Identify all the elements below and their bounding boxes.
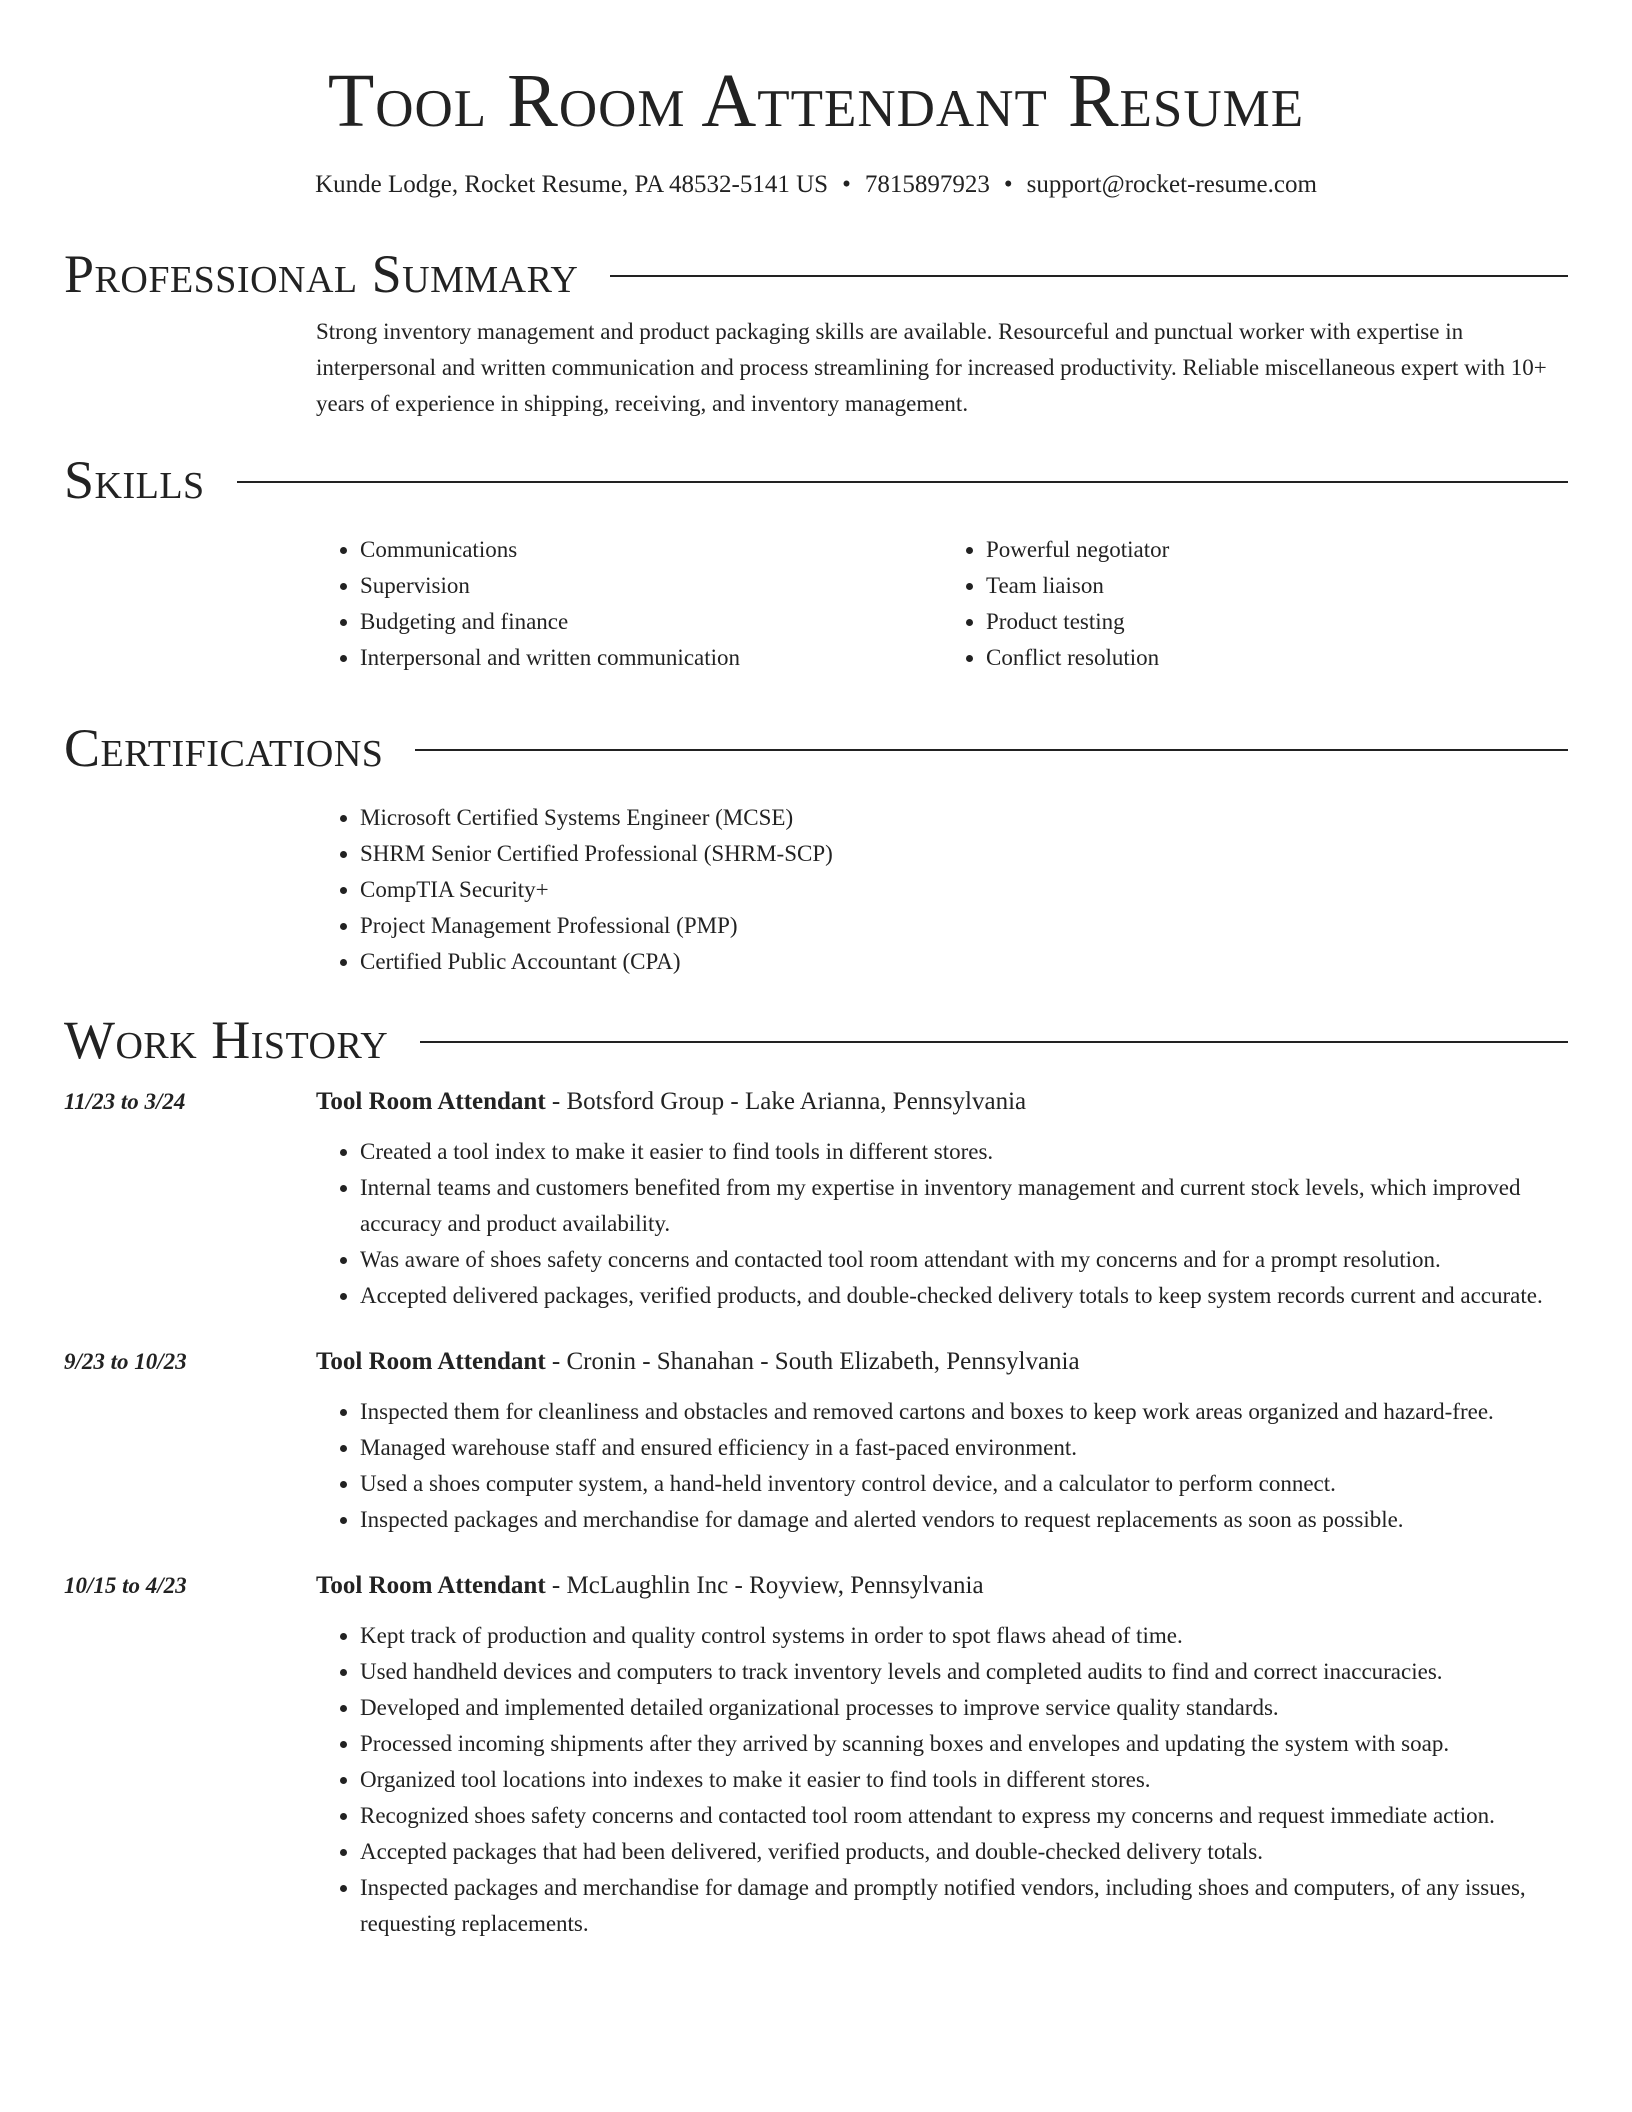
- job-duty-item: • Processed incoming shipments after they arrived by scanning boxes and envelopes and updating the system with soap.: [360, 1726, 1568, 1762]
- certifications-heading: Certifications: [64, 718, 384, 778]
- job-duty-item: • Developed and implemented detailed organizational processes to improve service quality standards.: [360, 1690, 1568, 1726]
- job-duty-item: • Managed warehouse staff and ensured efficiency in a fast-paced environment.: [360, 1430, 1568, 1466]
- job-header: [316, 1344, 1568, 1380]
- job-header: [316, 1084, 1568, 1120]
- job-role: Tool Room Attendant: [316, 1348, 546, 1375]
- job-role: Tool Room Attendant: [316, 1572, 546, 1599]
- job-duty-item: • Inspected packages and merchandise for damage and alerted vendors to request replacements as soon as possible.: [360, 1502, 1568, 1538]
- job-duties: [316, 1618, 1568, 1942]
- job-duty-item: • Was aware of shoes safety concerns and contacted tool room attendant with my concerns and for a prompt resolution.: [360, 1242, 1568, 1278]
- job-duty-item: • Accepted delivered packages, verified products, and double-checked delivery totals to keep system records current and accurate.: [360, 1278, 1568, 1314]
- job-header: [316, 1568, 1568, 1604]
- job-duty-item: • Internal teams and customers benefited from my expertise in inventory management and current stock levels, which improved accuracy and product availability.: [360, 1170, 1568, 1242]
- summary-heading: Professional Summary: [64, 244, 579, 304]
- contact-phone: 7815897923: [864, 171, 990, 198]
- job-body: [316, 1568, 1568, 1942]
- summary-section-header: [64, 244, 1568, 304]
- job-dates: 9/23 to 10/23: [64, 1349, 187, 1374]
- skill-item: • Communications: [360, 532, 942, 568]
- job-employer-location: - McLaughlin Inc - Royview, Pennsylvania: [545, 1572, 984, 1599]
- work-history-heading: Work History: [64, 1010, 389, 1070]
- job-duty-item: • Used a shoes computer system, a hand-held inventory control device, and a calculator to perform connect.: [360, 1466, 1568, 1502]
- contact-separator: •: [842, 171, 851, 198]
- section-divider: [420, 1041, 1568, 1043]
- contact-address: Kunde Lodge, Rocket Resume, PA 48532-5141 US: [315, 171, 829, 198]
- job-duty-item: • Inspected them for cleanliness and obstacles and removed cartons and boxes to keep work areas organized and hazard-free.: [360, 1394, 1568, 1430]
- skill-item: • Supervision: [360, 568, 942, 604]
- job-body: [316, 1084, 1568, 1314]
- job-duty-item: • Recognized shoes safety concerns and contacted tool room attendant to express my concerns and request immediate action.: [360, 1798, 1568, 1834]
- skill-item: • Team liaison: [986, 568, 1568, 604]
- job-duty-item: • Used handheld devices and computers to track inventory levels and completed audits to find and correct inaccuracies.: [360, 1654, 1568, 1690]
- job-entry: [64, 1084, 1568, 1314]
- job-body: [316, 1344, 1568, 1538]
- job-employer-location: - Botsford Group - Lake Arianna, Pennsylvania: [545, 1088, 1027, 1115]
- job-dates: 10/15 to 4/23: [64, 1573, 187, 1598]
- job-duties: [316, 1394, 1568, 1538]
- certification-item: • CompTIA Security+: [360, 872, 1568, 908]
- job-duty-item: • Organized tool locations into indexes to make it easier to find tools in different stores.: [360, 1762, 1568, 1798]
- contact-email: support@rocket-resume.com: [1026, 171, 1317, 198]
- job-duty-item: • Inspected packages and merchandise for damage and promptly notified vendors, including shoes and computers, of any issues, requesting replacements.: [360, 1870, 1568, 1942]
- skills-list-right: [942, 532, 1568, 676]
- summary-text: Strong inventory management and product packaging skills are available. Resourceful and punctual worker with expertise in interpersonal and written communication and process streamlining for increased productivity. Reliable miscellaneous expert with 10+ years of experience in shipping, receiving, and inventory management.: [316, 319, 1547, 416]
- certification-item: • Certified Public Accountant (CPA): [360, 944, 1568, 980]
- contact-separator: •: [1003, 171, 1013, 198]
- skills-grid: [316, 532, 1568, 676]
- job-duty-item: • Accepted packages that had been delivered, verified products, and double-checked delivery totals.: [360, 1834, 1568, 1870]
- skill-item: • Powerful negotiator: [986, 532, 1568, 568]
- section-divider: [610, 275, 1568, 277]
- certifications-bullets: [316, 800, 1568, 980]
- skill-item: • Interpersonal and written communication: [360, 640, 942, 676]
- resume-title: Tool Room Attendant Resume: [327, 59, 1305, 143]
- contact-line: [64, 168, 1568, 202]
- job-duties: [316, 1134, 1568, 1314]
- job-employer-location: - Cronin - Shanahan - South Elizabeth, Pennsylvania: [545, 1348, 1080, 1375]
- skill-item: • Product testing: [986, 604, 1568, 640]
- job-duty-item: • Created a tool index to make it easier to find tools in different stores.: [360, 1134, 1568, 1170]
- certification-item: • SHRM Senior Certified Professional (SHRM-SCP): [360, 836, 1568, 872]
- job-dates: 11/23 to 3/24: [64, 1089, 186, 1114]
- certification-item: • Project Management Professional (PMP): [360, 908, 1568, 944]
- skills-list-left: [316, 532, 942, 676]
- section-divider: [237, 481, 1568, 483]
- job-entry: [64, 1344, 1568, 1538]
- work-history-section-header: [64, 1010, 1568, 1070]
- job-role: Tool Room Attendant: [316, 1088, 546, 1115]
- certifications-list: [316, 800, 1568, 980]
- certification-item: • Microsoft Certified Systems Engineer (MCSE): [360, 800, 1568, 836]
- section-divider: [415, 749, 1568, 751]
- skills-section-header: [64, 450, 1568, 510]
- job-entry: [64, 1568, 1568, 1942]
- skills-heading: Skills: [64, 450, 205, 510]
- certifications-section-header: [64, 718, 1568, 778]
- skill-item: • Conflict resolution: [986, 640, 1568, 676]
- job-duty-item: • Kept track of production and quality control systems in order to spot flaws ahead of time.: [360, 1618, 1568, 1654]
- skill-item: • Budgeting and finance: [360, 604, 942, 640]
